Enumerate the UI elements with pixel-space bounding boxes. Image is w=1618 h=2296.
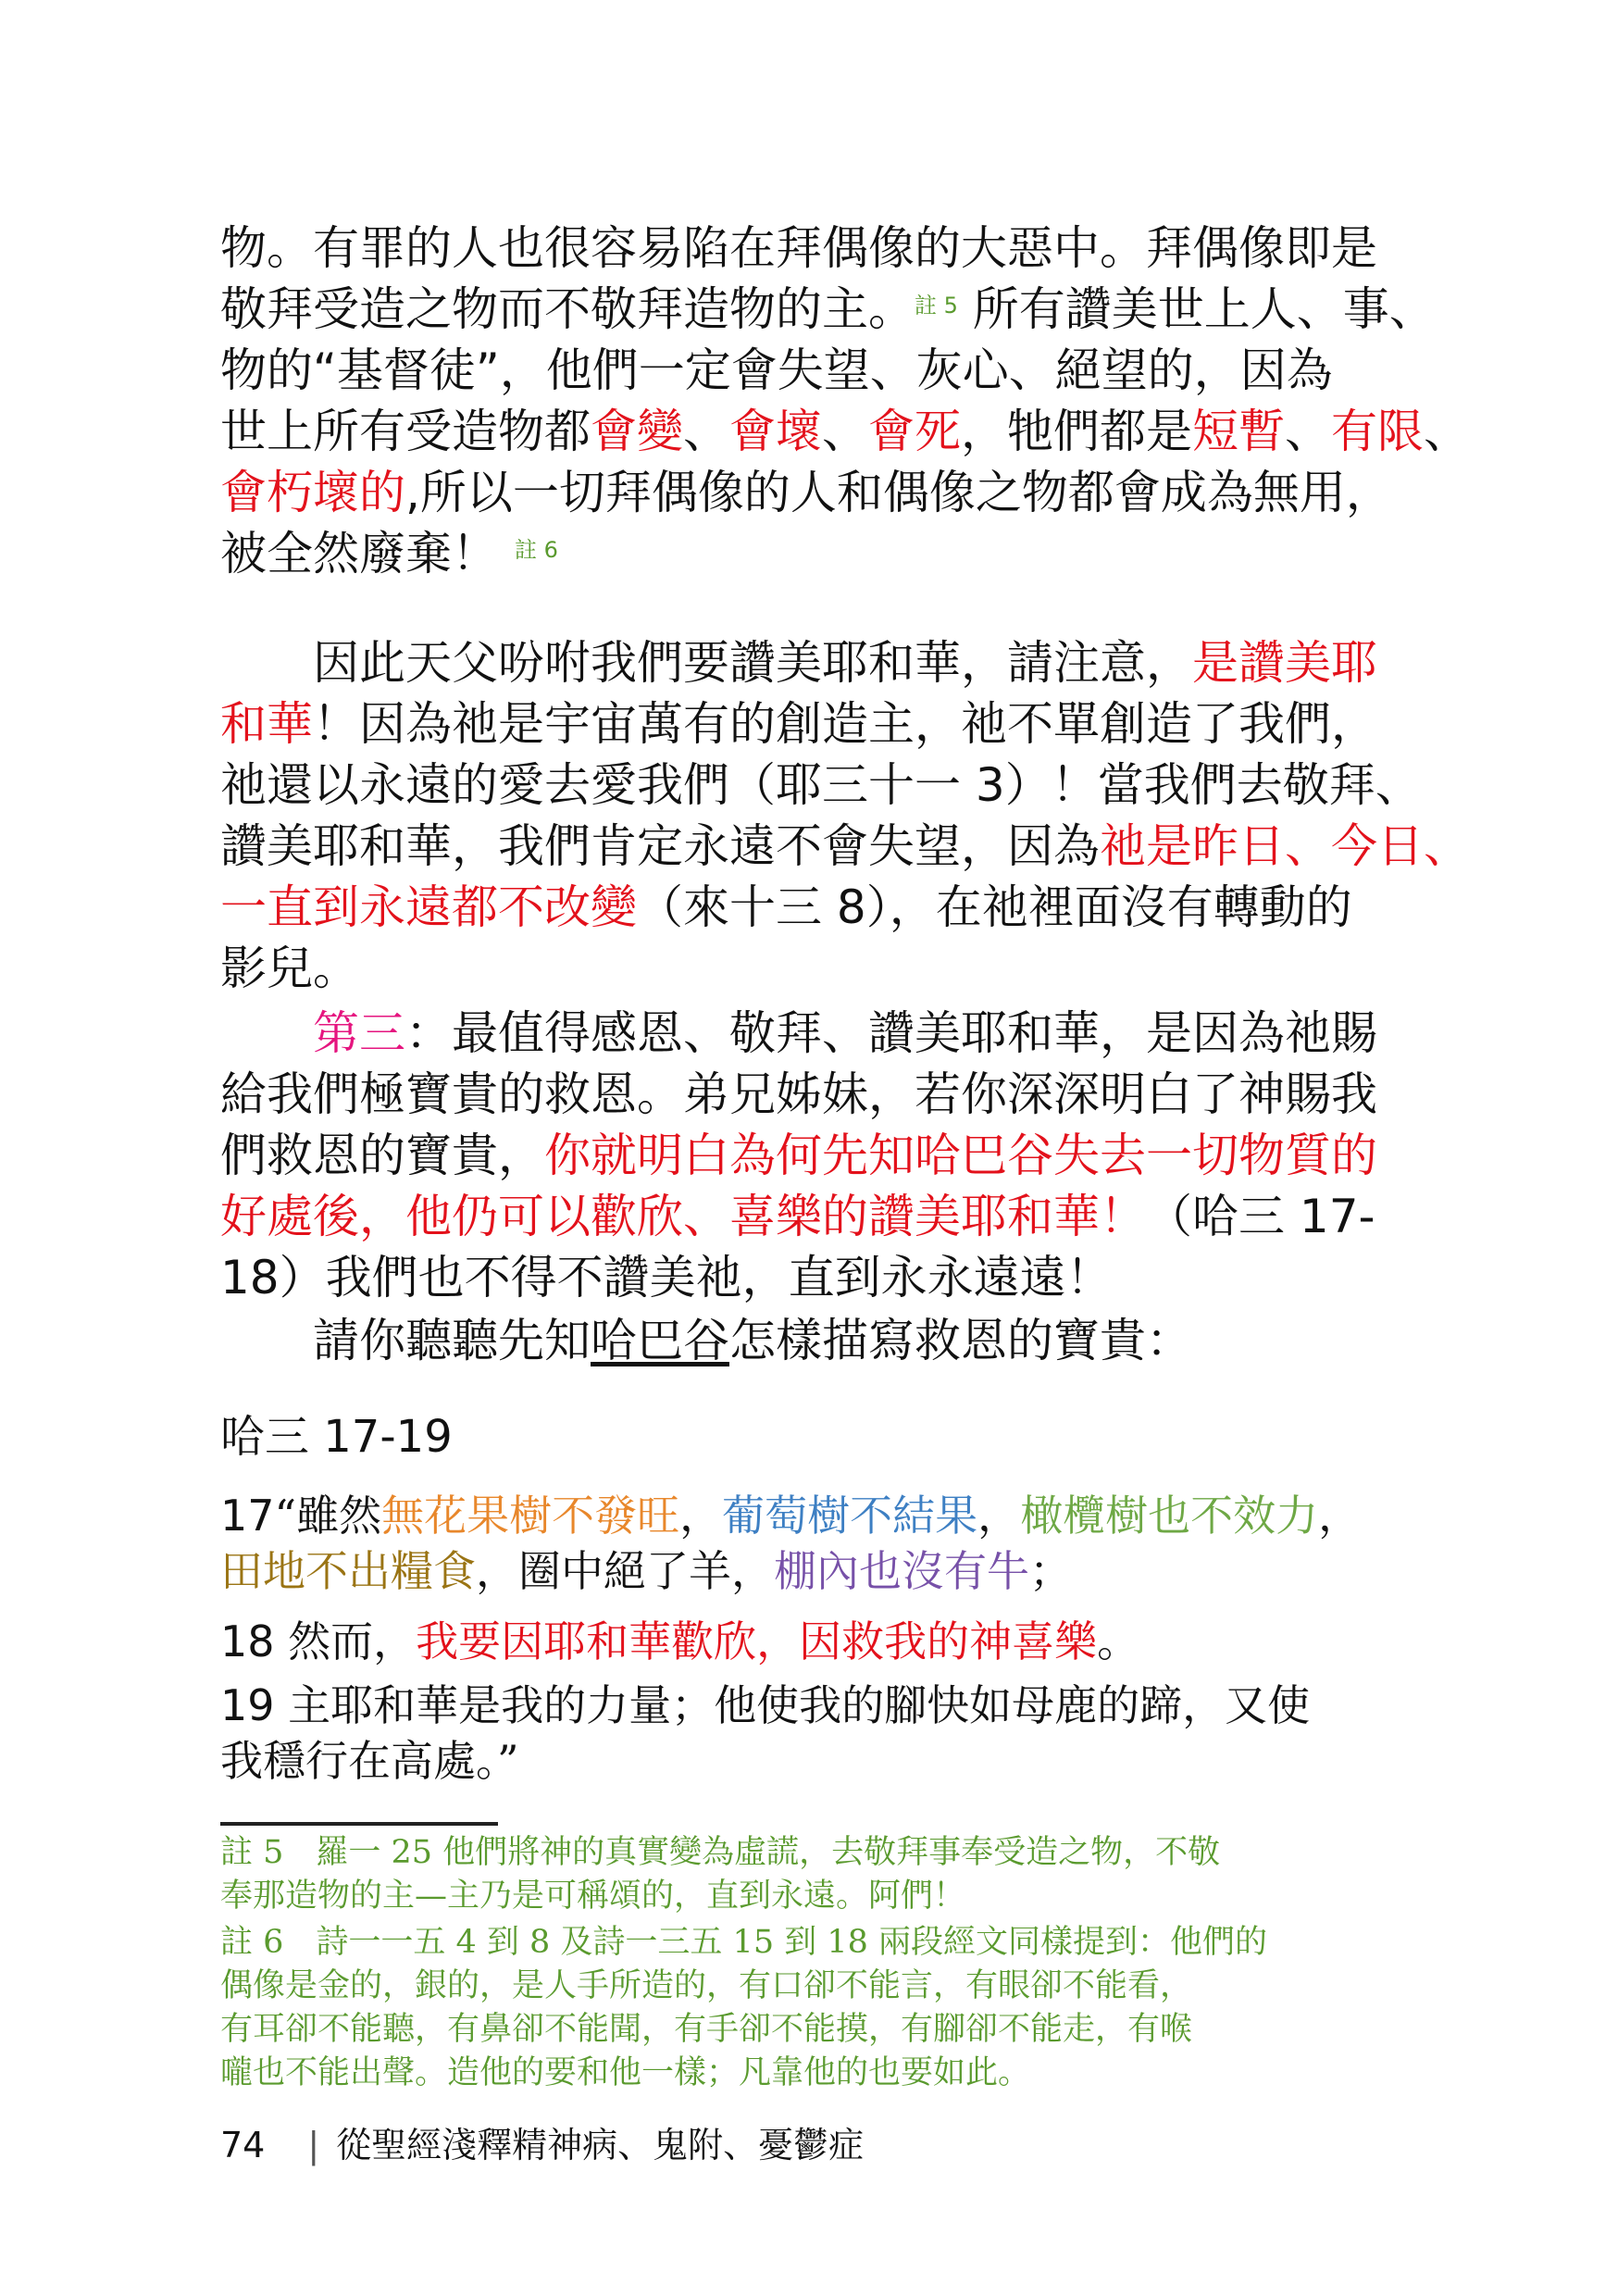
verse-19 [220,1678,1414,1789]
emphasis-text: 一直到永遠都不改變 [220,880,637,934]
footnote-ref-5[interactable]: 註 5 [915,293,958,318]
emphasis-text: 是讚美耶 [1192,636,1377,690]
paragraph-praise-yahweh [220,632,1470,999]
text-line: 好處後，他仍可以歡欣、喜樂的讚美耶和華！（哈三 17- [220,1190,1375,1243]
verse-line: 18 然而，我要因耶和華歡欣，因救我的神喜樂。 [220,1616,1140,1666]
text-line: 18）我們也不得不讚美祂，直到永永遠遠！ [220,1251,1113,1304]
text-line: 和華！因為祂是宇宙萬有的創造主，祂不單創造了我們， [220,697,1377,751]
footer-separator: | [307,2125,320,2165]
verse-line: 我穩行在高處。” [220,1736,519,1786]
page-footer [220,2123,864,2167]
paragraph-intro-verse [220,1310,1414,1371]
verse-line: 17“雖然無花果樹不發旺，葡萄樹不結果，橄欖樹也不效力， [220,1491,1362,1541]
footnote-line: 有耳卻不能聽，有鼻卻不能聞，有手卻不能摸，有腳卻不能走，有喉 [220,2011,1193,2048]
text-line: 會朽壞的,所以一切拜偶像的人和偶像之物都會成為無用， [220,466,1392,519]
emphasis-text: 祂是昨日、今日、 [1100,819,1470,873]
verse-phrase-stall: 棚內也沒有牛 [774,1546,1029,1596]
scripture-reference: 哈三 17-19 [220,1411,453,1463]
text-line: 一直到永遠都不改變（來十三 8），在祂裡面沒有轉動的 [220,880,1352,934]
book-title: 從聖經淺釋精神病、鬼附、憂鬱症 [336,2125,865,2165]
verse-line: 田地不出糧食，圈中絕了羊，棚內也沒有牛； [220,1546,1072,1596]
page-number: 74 [220,2125,266,2165]
footnote-line: 奉那造物的主—主乃是可稱頌的，直到永遠。阿們！ [220,1878,966,1915]
verse-18 [220,1614,1414,1669]
footnote-line: 註 6 詩一一五 4 到 8 及詩一三五 15 到 18 兩段經文同樣提到：他們的 [220,1924,1268,1961]
footnote-line: 嚨也不能出聲。造他的要和他一樣；凡靠他的也要如此。 [220,2054,1031,2091]
text-line: 請你聽聽先知哈巴谷怎樣描寫救恩的寶貴： [313,1314,1192,1367]
emphasis-text: 和華 [220,697,313,751]
text-line: 世上所有受造物都會變、會壞、會死，牠們都是短暫、有限、 [220,405,1470,458]
emphasis-text: 會朽壞的 [220,466,405,519]
footnote-line: 偶像是金的，銀的，是人手所造的，有口卻不能言，有眼卻不能看， [220,1967,1193,2004]
text-line: 給我們極寶貴的救恩。弟兄姊妹，若你深深明白了神賜我 [220,1067,1377,1121]
footnote-line: 註 5 羅一 25 他們將神的真實變為虛謊，去敬拜事奉受造之物，不敬 [220,1834,1221,1871]
emphasis-text: 會死 [868,405,961,458]
text-line: 讚美耶和華，我們肯定永遠不會失望，因為祂是昨日、今日、 [220,819,1470,873]
paragraph-third-point [220,1003,1414,1308]
text-line: 祂還以永遠的愛去愛我們（耶三十一 3）！當我們去敬拜、 [220,758,1422,812]
footnote-ref-6[interactable]: 註 6 [515,537,558,563]
emphasis-text: 我要因耶和華歡欣，因救我的神喜樂 [416,1616,1098,1666]
verse-phrase-field: 田地不出糧食 [220,1546,476,1596]
verse-phrase-vine: 葡萄樹不結果 [722,1491,978,1541]
verse-phrase-fig: 無花果樹不發旺 [381,1491,680,1541]
verse-phrase-olive: 橄欖樹也不效力 [1020,1491,1319,1541]
verse-number: 17 [220,1491,275,1541]
emphasis-text: 你就明白為何先知哈巴谷失去一切物質的 [544,1129,1377,1182]
verse-17 [220,1488,1414,1599]
text-line: 第三：最值得感恩、敬拜、讚美耶和華，是因為祂賜 [313,1006,1377,1060]
emphasis-text: 好處後，他仍可以歡欣、喜樂的讚美耶和華！ [220,1190,1146,1243]
verse-number: 19 [220,1680,275,1730]
footnote-5 [220,1831,1414,1918]
text-line: 被全然廢棄！ $^{註 6}$ [220,527,558,580]
verse-line: 19 主耶和華是我的力量；他使我的腳快如母鹿的蹄，又使 [220,1680,1311,1730]
emphasis-text: 會壞 [729,405,822,458]
text-line: 影兒。 [220,942,359,995]
emphasis-text: 有限 [1331,405,1424,458]
paragraph-idolatry [220,218,1470,584]
verse-number: 18 [220,1616,275,1666]
text-line: 物的“基督徒”，他們一定會失望、灰心、絕望的，因為 [220,343,1333,397]
underlined-name: 哈巴谷 [591,1314,729,1367]
text-line: 因此天父吩咐我們要讚美耶和華，請注意，是讚美耶 [313,636,1377,690]
emphasis-text: 短暫 [1192,405,1285,458]
emphasis-text: 會變 [591,405,683,458]
footnote-divider [220,1822,498,1826]
text-line: 們救恩的寶貴，你就明白為何先知哈巴谷失去一切物質的 [220,1129,1377,1182]
section-heading: 第三 [313,1006,405,1060]
text-line: 物。有罪的人也很容易陷在拜偶像的大惡中。拜偶像即是 [220,221,1377,275]
footnote-6 [220,1921,1414,2095]
text-line: 敬拜受造之物而不敬拜造物的主。$^{註 5}$ 所有讚美世上人、事、 [220,282,1436,336]
